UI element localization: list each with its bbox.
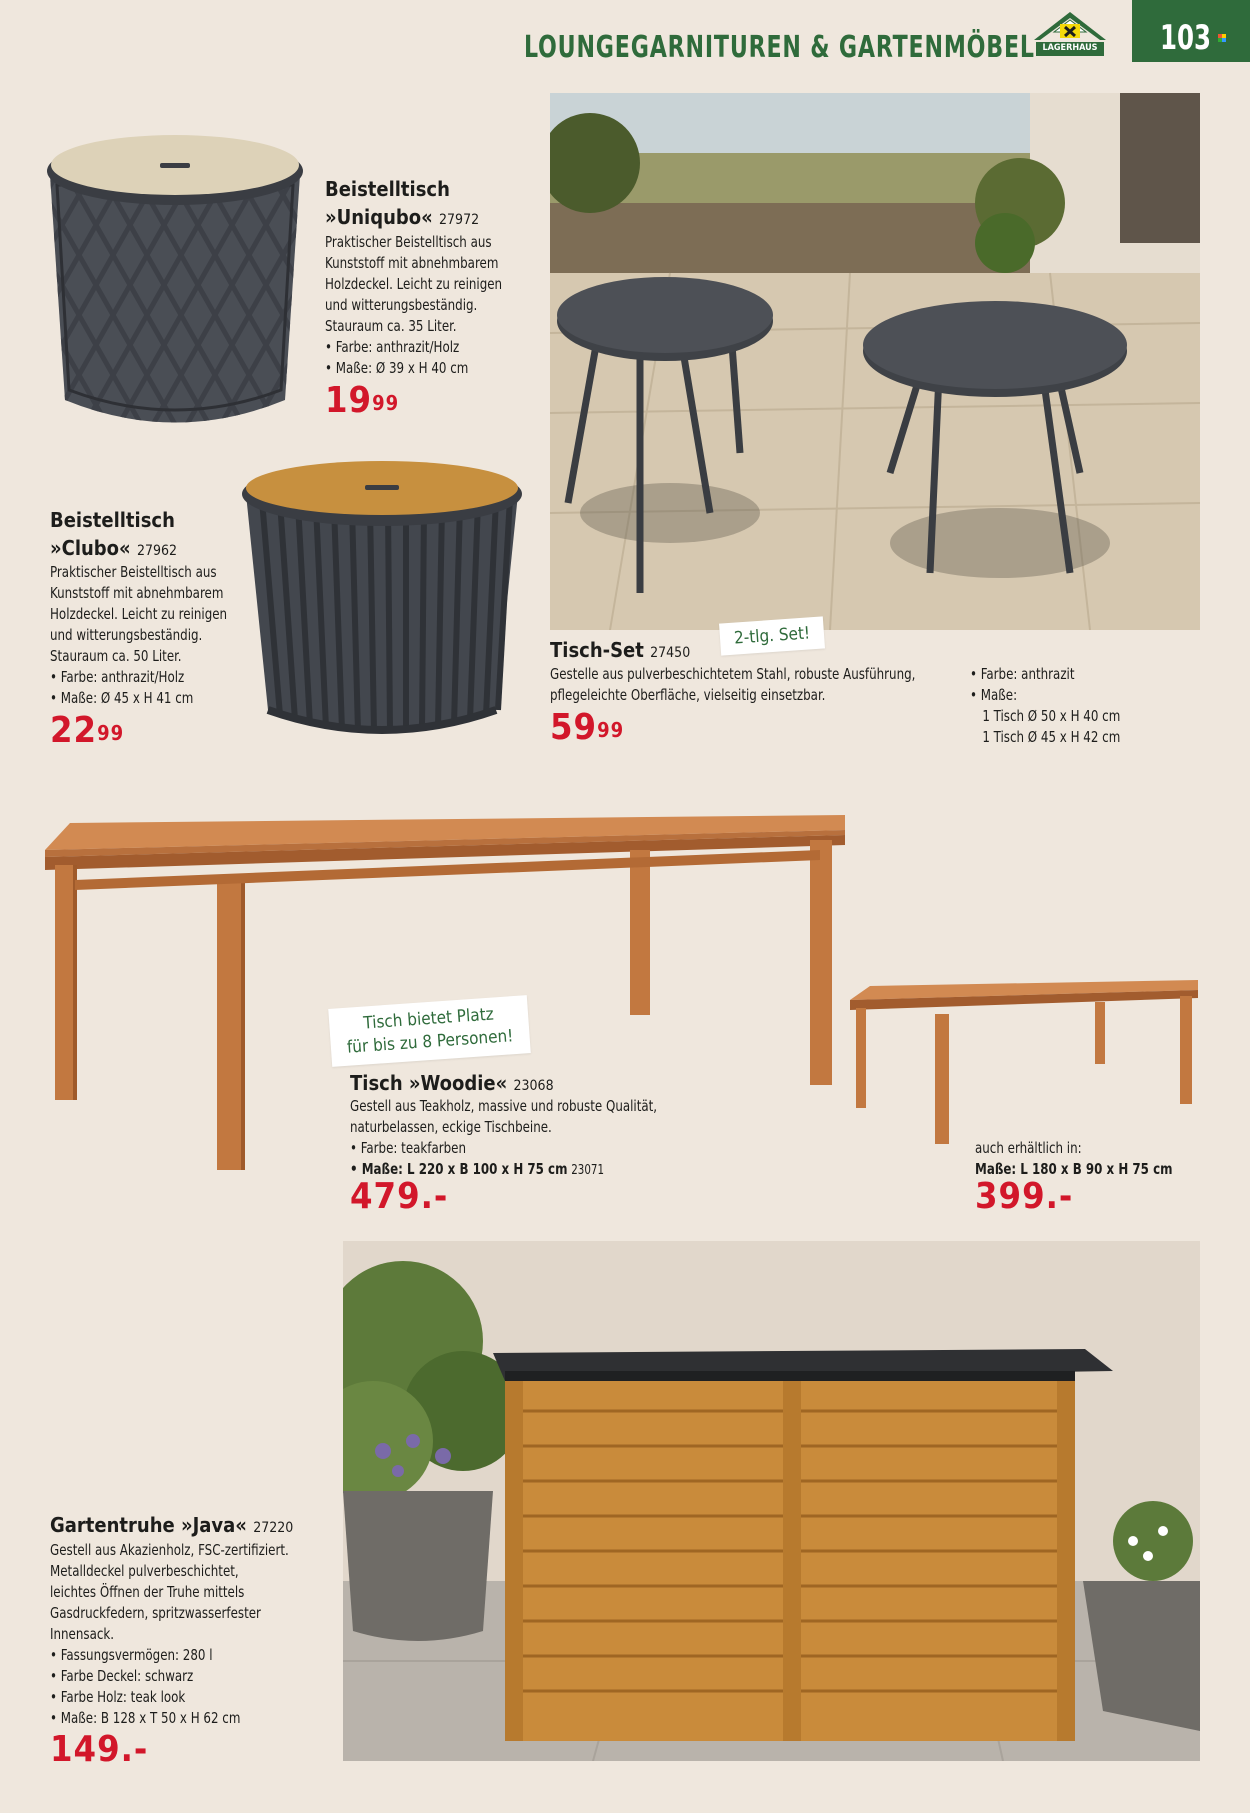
desc-line: Praktischer Beistelltisch aus [50,563,217,581]
page-number: 103 [1160,18,1212,58]
desc-line: Innensack. [50,1625,115,1643]
color-dots-icon [1218,34,1226,42]
java-description [50,1540,289,1729]
uniqubo-title-line2: »Uniqubo« 27972 [325,205,480,229]
desc-line: • Fassungsvermögen: 280 l [50,1646,213,1664]
tischset-badge: 2-tlg. Set! [719,616,825,655]
java-article-number: 27220 [253,1520,294,1536]
java-price: 149.- [50,1729,149,1770]
tischset-description [550,664,915,706]
woodie-size: • Maße: L 220 x B 100 x H 75 cm [350,1160,568,1178]
badge-line: für bis zu 8 Personen! [346,1026,514,1058]
desc-line: • Maße: Ø 45 x H 41 cm [50,689,194,707]
desc-line: Gestelle aus pulverbeschichtetem Stahl, robuste Ausführung, [550,665,916,683]
logo-text: LAGERHAUS [1042,43,1098,53]
badge-line: Tisch bietet Platz [362,1004,495,1034]
desc-line: und witterungsbeständig. [325,296,478,314]
desc-line: Kunststoff mit abnehmbarem [325,254,499,272]
desc-line: Gestell aus Teakholz, massive und robuste Qualität, [350,1097,658,1115]
desc-line: Stauraum ca. 35 Liter. [325,317,457,335]
desc-line: Metalldeckel pulverbeschichtet, [50,1562,239,1580]
desc-line: naturbelassen, eckige Tischbeine. [350,1118,552,1136]
spec-line: • Farbe: anthrazit [970,665,1075,683]
desc-line: • Farbe: anthrazit/Holz [325,338,460,356]
clubo-article-number: 27962 [136,543,177,559]
java-chest-photo [343,1241,1200,1761]
clubo-description [50,562,227,709]
alt-label: auch erhältlich in: [975,1139,1082,1157]
lagerhaus-logo [1030,10,1110,64]
desc-line: Praktischer Beistelltisch aus [325,233,492,251]
page-title: LOUNGEGARNITUREN & GARTENMÖBEL [524,30,1035,65]
woodie-title: Tisch »Woodie« 23068 [350,1071,554,1095]
clubo-price: $22^{99}$ [50,710,125,751]
woodie-size-article-number: 23071 [571,1163,605,1178]
uniqubo-price: $19^{99}$ [325,380,400,421]
uniqubo-description [325,232,502,379]
desc-line: • Farbe Holz: teak look [50,1688,186,1706]
desc-line: • Farbe Deckel: schwarz [50,1667,194,1685]
clubo-title-line2: »Clubo« 27962 [50,536,177,560]
desc-line: • Maße: B 128 x T 50 x H 62 cm [50,1709,241,1727]
woodie-alt-price: 399.- [975,1176,1074,1217]
desc-line: Gasdruckfedern, spritzwasserfester [50,1604,261,1622]
desc-line: leichtes Öffnen der Truhe mittels [50,1583,245,1601]
alt-size: Maße: L 180 x B 90 x H 75 cm [975,1160,1173,1178]
desc-line: • Farbe: anthrazit/Holz [50,668,185,686]
spec-line: • Maße: [970,686,1018,704]
desc-line: • Farbe: teakfarben [350,1139,467,1157]
desc-line: Gestell aus Akazienholz, FSC-zertifiziert. [50,1541,289,1559]
java-title: Gartentruhe »Java« 27220 [50,1513,294,1537]
desc-line: und witterungsbeständig. [50,626,203,644]
spec-line: 1 Tisch Ø 45 x H 42 cm [982,728,1121,746]
tischset-title: Tisch-Set 27450 [550,638,691,662]
tischset-specs [970,664,1120,748]
desc-line: Holzdeckel. Leicht zu reinigen [50,605,228,623]
desc-line: Kunststoff mit abnehmbarem [50,584,224,602]
tischset-article-number: 27450 [650,645,691,661]
clubo-title-line1: Beistelltisch [50,508,175,532]
tischset-photo [550,93,1200,630]
woodie-alt-info [975,1138,1172,1180]
woodie-price: 479.- [350,1176,449,1217]
uniqubo-title-line1: Beistelltisch [325,177,450,201]
tischset-price: $59^{99}$ [550,707,625,748]
desc-line: Stauraum ca. 50 Liter. [50,647,182,665]
uniqubo-table-image [45,135,305,440]
uniqubo-article-number: 27972 [439,212,480,228]
woodie-description [350,1096,657,1181]
clubo-table-image [240,460,525,750]
desc-line: Holzdeckel. Leicht zu reinigen [325,275,503,293]
desc-line: pflegeleichte Oberfläche, vielseitig einsetzbar. [550,686,826,704]
woodie-article-number: 23068 [513,1078,554,1094]
desc-line: • Maße: Ø 39 x H 40 cm [325,359,469,377]
spec-line: 1 Tisch Ø 50 x H 40 cm [982,707,1121,725]
